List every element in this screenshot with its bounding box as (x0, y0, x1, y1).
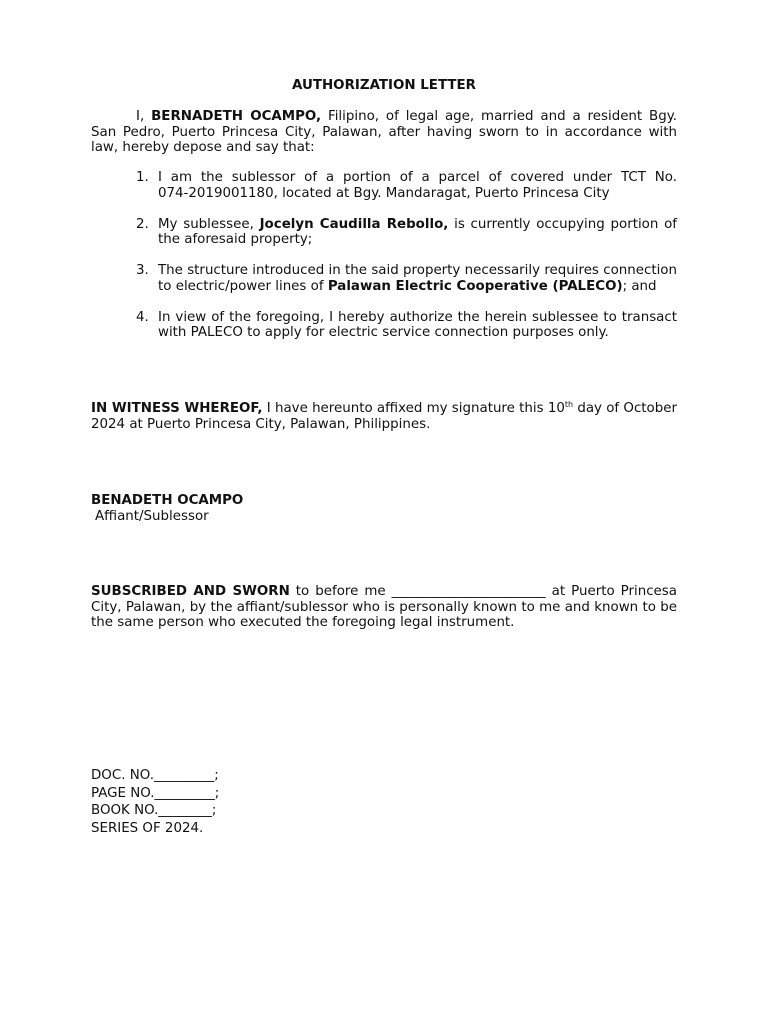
witness-text: I have hereunto affixed my signature this 10 (262, 401, 565, 416)
list-item-number: 1. (136, 170, 149, 185)
document-title: AUTHORIZATION LETTER (292, 78, 476, 93)
intro-text: Filipino, of legal age, married and a resident Bgy. San Pedro, Puerto Princesa City, Palawan, after having sworn to in accordance with law, hereby depose and say that: (91, 109, 678, 155)
numbered-list (136, 170, 677, 356)
intro-paragraph (91, 109, 677, 156)
jurat-heading: SUBSCRIBED AND SWORN (91, 584, 290, 599)
notarial-register (91, 767, 677, 837)
list-item-text: In view of the foregoing, I hereby authorize the herein sublessee to transact with PALECO to apply for electric service connection purposes only. (158, 309, 677, 340)
list-item-text-line: 074-2019001180, located at Bgy. Mandaragat, Puerto Princesa City (158, 185, 610, 201)
list-item-number: 2. (136, 216, 149, 232)
list-item (136, 263, 677, 294)
affiant-name: BENADETH OCAMPO (91, 493, 244, 508)
list-item-text: The structure introduced in the said property necessarily requires connection to electric/power lines of (158, 263, 677, 294)
intro-name: BERNADETH OCAMPO, (151, 109, 322, 124)
ordinal-suffix: th (564, 400, 574, 409)
list-item-number: 3. (136, 263, 149, 278)
list-item-text: is currently occupying portion of the aforesaid property; (158, 216, 677, 247)
doc-number: DOC. NO._________; (91, 768, 219, 783)
list-item-text: My sublessee, (158, 216, 260, 232)
list-item (136, 170, 677, 201)
list-item-text: ; and (622, 278, 657, 294)
list-item-number: 4. (136, 309, 149, 325)
witness-heading: IN WITNESS WHEREOF, (91, 401, 263, 416)
series-year: SERIES OF 2024. (91, 820, 204, 836)
witness-text: day of October 2024 at Puerto Princesa City, Palawan, Philippines. (91, 401, 677, 432)
affiant-role: Affiant/Sublessor (95, 509, 209, 524)
book-number: BOOK NO.________; (91, 803, 217, 818)
jurat-paragraph (91, 584, 677, 631)
jurat-text: to before me _______________________ at Puerto Princesa City, Palawan, by the affiant/sublessor who is personally known to me and known to be the same person who executed the foregoing legal instrument. (91, 584, 677, 630)
sublessee-name: Jocelyn Caudilla Rebollo, (259, 216, 449, 232)
intro-prefix: I, (136, 109, 152, 124)
list-item (136, 310, 677, 341)
page-number: PAGE NO._________; (91, 785, 220, 801)
cooperative-name: Palawan Electric Cooperative (PALECO) (327, 278, 623, 294)
list-item-text-line: I am the sublessor of a portion of a parcel of covered under TCT No. (158, 170, 677, 185)
witness-paragraph (91, 401, 677, 432)
list-item (136, 217, 677, 248)
